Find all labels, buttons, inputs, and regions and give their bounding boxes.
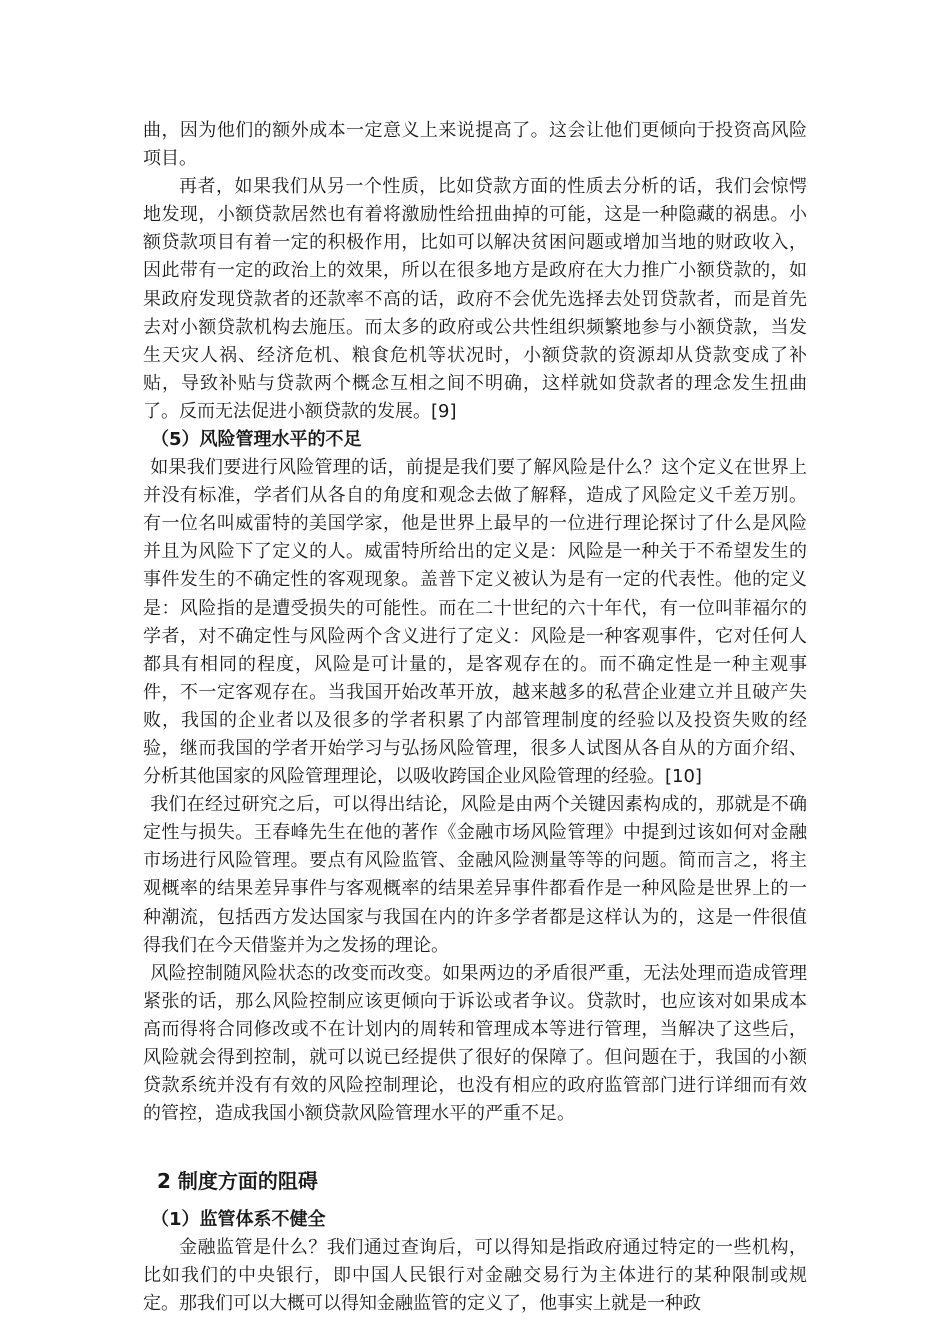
section-heading-institutional: 2 制度方面的阻碍	[157, 1169, 318, 1194]
paragraph-risk-conclusion: 我们在经过研究之后，可以得出结论，风险是由两个关键因素构成的，那就是不确定性与损失。王春峰先生在他的著作《金融市场风险管理》中提到过该如何对金融市场进行风险管理。要点有风险监管、金融风险测量等等的问题。简而言之，将主观概率的结果差异事件与客观概率的结果差异事件都看作是一种风险是世界上的一种潮流，包括西方发达国家与我国在内的许多学者都是这样认为的，这是一件很值得我们在今天借鉴并为之发扬的理论。	[143, 794, 807, 956]
paragraph-continuation: 曲，因为他们的额外成本一定意义上来说提高了。这会让他们更倾向于投资高风险项目。	[143, 120, 807, 170]
document-page	[143, 117, 807, 1319]
paragraph-risk-definition: 如果我们要进行风险管理的话，前提是我们要了解风险是什么？这个定义在世界上并没有标准，学者们从各自的角度和观念去做了解释，造成了风险定义千差万别。有一位名叫威雷特的美国学家，他是世界上最早的一位进行理论探讨了什么是风险并且为风险下了定义的人。威雷特所给出的定义是：风险是一种关于不希望发生的事件发生的不确定性的客观现象。盖普下定义被认为是有一定的代表性。他的定义是：风险指的是遭受损失的可能性。而在二十世纪的六十年代，有一位叫菲福尔的学者，对不确定性与风险两个含义进行了定义：风险是一种客观事件，它对任何人都具有相同的程度，风险是可计量的，是客观存在的。而不确定性是一种主观事件，不一定客观存在。当我国开始改革开放，越来越多的私营企业建立并且破产失败，我国的企业者以及很多的学者积累了内部管理制度的经验以及投资失败的经验，继而我国的学者开始学习与弘扬风险管理，很多人试图从各自从的方面介绍、分析其他国家的风险管理理论，以吸收跨国企业风险管理的经验。[10]	[143, 457, 807, 788]
subheading-supervision: （1）监管体系不健全	[151, 1209, 326, 1231]
subheading-risk-management: （5）风险管理水平的不足	[151, 429, 362, 451]
paragraph-financial-supervision: 金融监管是什么？我们通过查询后，可以得知是指政府通过特定的一些机构，比如我们的中央银行，即中国人民银行对金融交易行为主体进行的某种限制或规定。那我们可以大概可以得知金融监管的定义了，他事实上就是一种政	[143, 1237, 807, 1315]
paragraph-risk-control: 风险控制随风险状态的改变而改变。如果两边的矛盾很严重，无法处理而造成管理紧张的话，那么风险控制应该更倾向于诉讼或者争议。贷款时，也应该对如果成本高而得将合同修改或不在计划内的周转和管理成本等进行管理，当解决了这些后，风险就会得到控制，就可以说已经提供了很好的保障了。但问题在于，我国的小额贷款系统并没有有效的风险控制理论，也没有相应的政府监管部门进行详细而有效的管控，造成我国小额贷款风险管理水平的严重不足。	[143, 962, 807, 1125]
paragraph-loan-nature: 再者，如果我们从另一个性质，比如贷款方面的性质去分析的话，我们会惊愕地发现，小额贷款居然也有着将激励性给扭曲掉的可能，这是一种隐藏的祸患。小额贷款项目有着一定的积极作用，比如可以解决贫困问题或增加当地的财政收入，因此带有一定的政治上的效果，所以在很多地方是政府在大力推广小额贷款的，如果政府发现贷款者的还款率不高的话，政府不会优先选择去处罚贷款者，而是首先去对小额贷款机构去施压。而太多的政府或公共性组织频繁地参与小额贷款，当发生天灾人祸、经济危机、粮食危机等状况时，小额贷款的资源却从贷款变成了补贴，导致补贴与贷款两个概念互相之间不明确，这样就如贷款者的理念发生扭曲了。反而无法促进小额贷款的发展。[9]	[143, 176, 807, 422]
